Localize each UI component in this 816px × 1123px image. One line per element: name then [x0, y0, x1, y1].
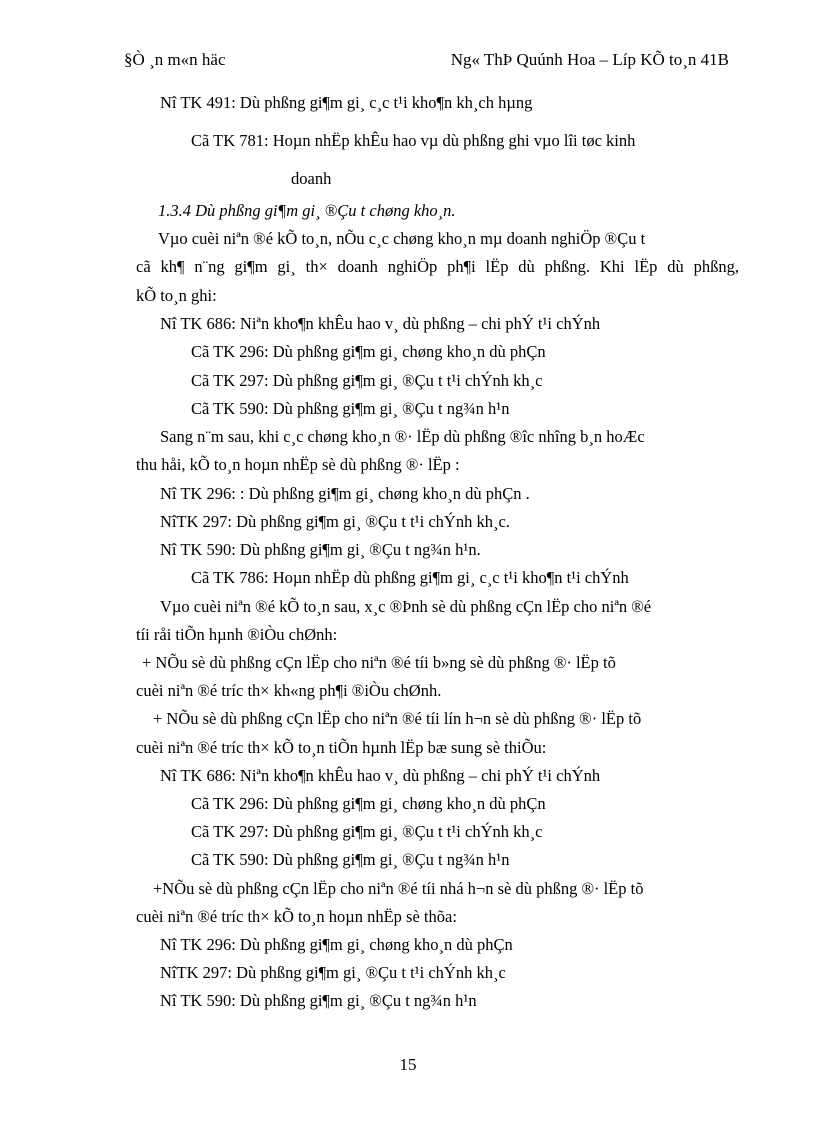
- text-line: thu håi, kÕ to¸n hoµn nhËp sè dù phßng ®· lËp :: [136, 455, 460, 474]
- text-line: Nî TK 686: Niªn kho¶n khÊu hao v¸ dù phßng – chi phÝ t¹i chÝnh: [160, 766, 601, 785]
- header-author: Ng« ThÞ Quúnh Hoa – Líp KÕ to¸n 41B: [450, 50, 729, 69]
- text-line: Nî TK 296: : Dù phßng gi¶m gi¸ chøng kho¸n dù phÇn .: [160, 484, 530, 503]
- text-line: Cã TK 297: Dù phßng gi¶m gi¸ ®Çu t t¹i chÝnh kh¸c: [191, 822, 543, 841]
- text-line: +NÕu sè dù phßng cÇn lËp cho niªn ®é tíi nhá h¬n sè dù phßng ®· lËp tõ: [153, 879, 644, 898]
- text-line: NîTK 297: Dù phßng gi¶m gi¸ ®Çu t t¹i chÝnh kh¸c.: [160, 512, 510, 531]
- text-line: NîTK 297: Dù phßng gi¶m gi¸ ®Çu t t¹i chÝnh kh¸c: [160, 963, 506, 982]
- text-line: + NÕu sè dù phßng cÇn lËp cho niªn ®é tíi b»ng sè dù phßng ®· lËp tõ: [142, 653, 616, 672]
- text-line: Nî TK 590: Dù phßng gi¶m gi¸ ®Çu t ng¾n h¹n: [160, 991, 477, 1010]
- text-line: Cã TK 590: Dù phßng gi¶m gi¸ ®Çu t ng¾n h¹n: [191, 850, 510, 869]
- text-line: Cã TK 296: Dù phßng gi¶m gi¸ chøng kho¸n dù phÇn: [191, 342, 546, 361]
- text-line: doanh: [291, 169, 332, 188]
- header-course-title: §Ò ¸n m«n häc: [124, 50, 226, 69]
- text-line: Vµo cuèi niªn ®é kÕ to¸n, nÕu c¸c chøng kho¸n mµ doanh nghiÖp ®Çu t: [158, 229, 646, 248]
- text-line: kÕ to¸n ghi:: [136, 286, 217, 305]
- text-line: + NÕu sè dù phßng cÇn lËp cho niªn ®é tíi lín h¬n sè dù phßng ®· lËp tõ: [153, 709, 642, 728]
- text-line: Cã TK 590: Dù phßng gi¶m gi¸ ®Çu t ng¾n h¹n: [191, 399, 510, 418]
- text-line: Nî TK 590: Dù phßng gi¶m gi¸ ®Çu t ng¾n h¹n.: [160, 540, 481, 559]
- text-line: Cã TK 786: Hoµn nhËp dù phßng gi¶m gi¸ c¸c t¹i kho¶n t¹i chÝnh: [191, 568, 629, 587]
- text-line: Nî TK 686: Niªn kho¶n khÊu hao v¸ dù phßng – chi phÝ t¹i chÝnh: [160, 314, 601, 333]
- text-line: Nî TK 296: Dù phßng gi¶m gi¸ chøng kho¸n dù phÇn: [160, 935, 513, 954]
- section-heading: 1.3.4 Dù phßng gi¶m gi¸ ®Çu t chøng kho¸n.: [158, 201, 456, 220]
- text-line: Sang n¨m sau, khi c¸c chøng kho¸n ®· lËp dù phßng ®îc nhîng b¸n hoÆc: [160, 427, 645, 446]
- text-line: Cã TK 296: Dù phßng gi¶m gi¸ chøng kho¸n dù phÇn: [191, 794, 546, 813]
- page-number: 15: [399, 1055, 417, 1074]
- text-line: Cã TK 781: Hoµn nhËp khÊu hao vµ dù phßng ghi vµo lîi tøc kinh: [191, 131, 636, 150]
- text-line: Vµo cuèi niªn ®é kÕ to¸n sau, x¸c ®Þnh sè dù phßng cÇn lËp cho niªn ®é: [160, 597, 652, 616]
- text-line: Cã TK 297: Dù phßng gi¶m gi¸ ®Çu t t¹i chÝnh kh¸c: [191, 371, 543, 390]
- text-line: cã kh¶ n¨ng gi¶m gi¸ th× doanh nghiÖp ph¶i lËp dù phßng. Khi lËp dù phßng,: [136, 257, 739, 276]
- text-line: cuèi niªn ®é tríc th× kh«ng ph¶i ®iÒu chØnh.: [136, 681, 442, 700]
- text-line: cuèi niªn ®é tríc th× kÕ to¸n hoµn nhËp sè thõa:: [136, 907, 457, 926]
- text-line: cuèi niªn ®é tríc th× kÕ to¸n tiÕn hµnh lËp bæ sung sè thiÕu:: [136, 738, 547, 757]
- text-line: Nî TK 491: Dù phßng gi¶m gi¸ c¸c t¹i kho¶n kh¸ch hµng: [160, 93, 533, 112]
- text-line: tíi råi tiÕn hµnh ®iÒu chØnh:: [136, 625, 338, 644]
